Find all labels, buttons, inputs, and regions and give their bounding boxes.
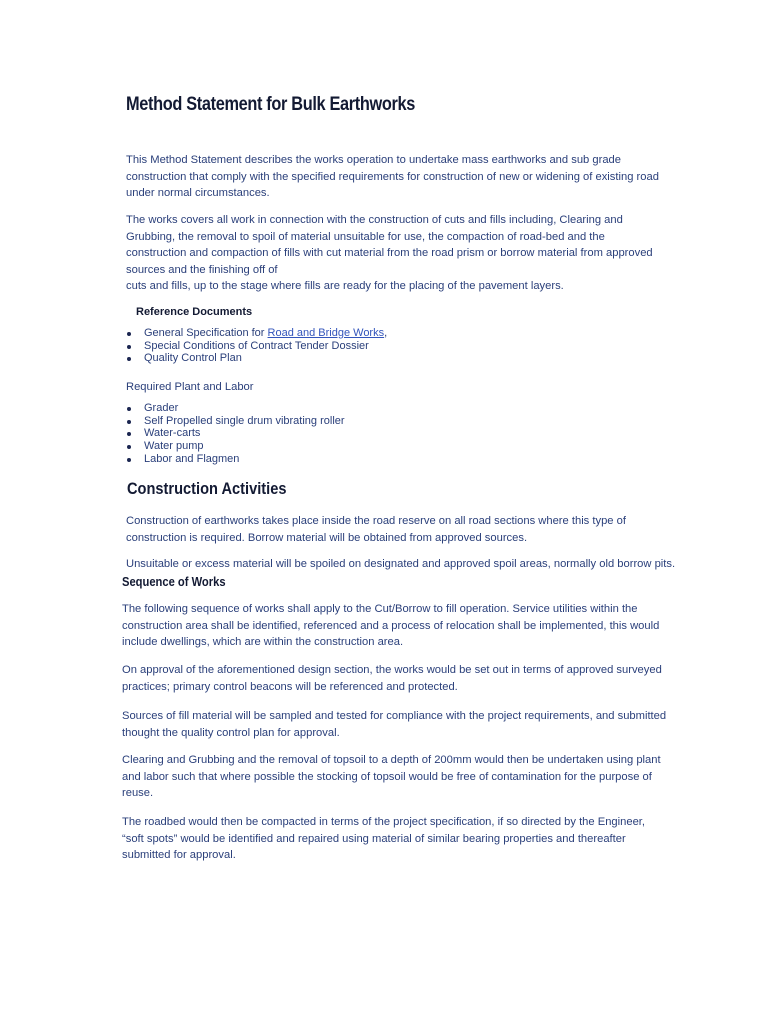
list-item-punctuation: ,: [384, 327, 388, 339]
text-line: “soft spots” would be identified and repaired using material of similar bearing properties and thereafter: [122, 832, 626, 845]
list-item: [120, 327, 387, 340]
construction-paragraph-2: [126, 556, 675, 573]
text-line: On approval of the aforementioned design section, the works would be set out in terms of approved surveyed: [122, 664, 662, 676]
text-line: The roadbed would then be compacted in terms of the project specification, if so directed by the Engineer,: [122, 816, 646, 828]
text-line: This Method Statement describes the works operation to undertake mass earthworks and sub grade: [126, 154, 621, 166]
text-line: thought the quality control plan for approval.: [122, 726, 340, 739]
text-line: construction that comply with the specified requirements for construction of new or widening of existing road: [126, 170, 659, 183]
list-item: Grader: [120, 402, 345, 415]
text-line: The works covers all work in connection with the construction of cuts and fills including, Clearing and: [126, 214, 623, 226]
intro-paragraph-2: [126, 212, 653, 295]
text-line: and labor such that where possible the stocking of topsoil would be free of contamination for the purpose of: [122, 770, 652, 783]
text-line: practices; primary control beacons will be referenced and protected.: [122, 680, 458, 693]
sequence-paragraph-2: [122, 662, 662, 695]
text-line: construction and compaction of fills with cut material from the road prism or borrow material from approved: [126, 247, 653, 259]
sequence-of-works-heading: Sequence of Works: [122, 574, 226, 589]
reference-documents-list: [120, 327, 387, 365]
plant-and-labor-list: [120, 402, 345, 466]
text-line: Unsuitable or excess material will be spoiled on designated and approved spoil areas, normally old borrow pits.: [126, 558, 676, 570]
text-line: Sources of fill material will be sampled and tested for compliance with the project requirements, and submitted: [122, 710, 667, 722]
construction-paragraph-1: [126, 513, 626, 546]
text-line: under normal circumstances.: [126, 187, 270, 199]
road-and-bridge-works-link[interactable]: Road and Bridge Works: [267, 327, 385, 339]
sequence-paragraph-5: [122, 814, 645, 864]
plant-and-labor-heading: Required Plant and Labor: [126, 381, 254, 393]
text-line: include dwellings, which are within the construction area.: [122, 636, 404, 648]
list-item: Special Conditions of Contract Tender Dossier: [120, 340, 387, 353]
sequence-paragraph-4: [122, 752, 661, 802]
construction-activities-heading: Construction Activities: [127, 479, 287, 498]
list-item: Quality Control Plan: [120, 352, 387, 365]
text-line: sources and the finishing off of: [126, 263, 278, 276]
list-item: Self Propelled single drum vibrating roller: [120, 415, 345, 428]
reference-documents-heading: Reference Documents: [136, 306, 253, 318]
sequence-paragraph-3: [122, 708, 666, 741]
sequence-paragraph-1: [122, 601, 659, 651]
list-item: Water pump: [120, 440, 345, 453]
intro-paragraph-1: [126, 152, 659, 202]
text-line: cuts and fills, up to the stage where fills are ready for the placing of the pavement layers.: [126, 280, 564, 292]
document-title: Method Statement for Bulk Earthworks: [126, 94, 416, 115]
text-line: construction is required. Borrow material will be obtained from approved sources.: [126, 531, 528, 544]
text-line: Clearing and Grubbing and the removal of topsoil to a depth of 200mm would then be undertaken using plant: [122, 754, 661, 766]
list-item: Labor and Flagmen: [120, 453, 345, 466]
list-item-text: General Specification for: [144, 327, 268, 339]
text-line: construction area shall be identified, referenced and a process of relocation shall be implemented, this would: [122, 619, 660, 632]
text-line: Construction of earthworks takes place inside the road reserve on all road sections where this type of: [126, 515, 626, 527]
text-line: The following sequence of works shall apply to the Cut/Borrow to fill operation. Service utilities within the: [122, 603, 638, 615]
text-line: submitted for approval.: [122, 849, 236, 861]
list-item: Water-carts: [120, 427, 345, 440]
text-line: Grubbing, the removal to spoil of material unsuitable for use, the compaction of road-bed and the: [126, 230, 605, 243]
text-line: reuse.: [122, 787, 154, 799]
